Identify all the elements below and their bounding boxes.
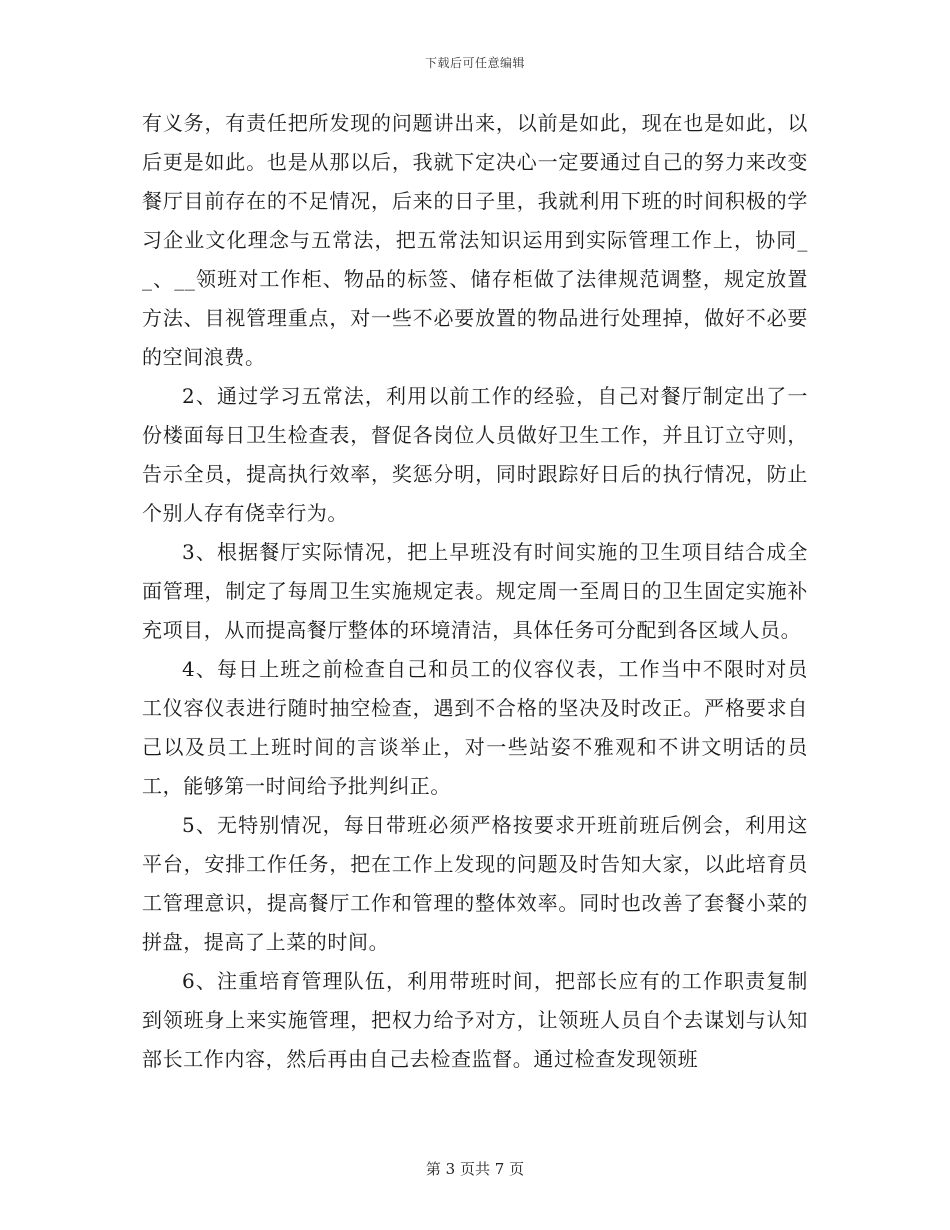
header-note: 下载后可任意编辑 [424, 56, 525, 70]
document-body [142, 104, 808, 1079]
page-number: 第 3 页共 7 页 [425, 1160, 525, 1178]
paragraph-item-4: 4、每日上班之前检查自己和员工的仪容仪表，工作当中不限时对员工仪容仪表进行随时抽空检查，遇到不合格的坚决及时改正。严格要求自己以及员工上班时间的言谈举止，对一些站姿不雅观和不讲文明话的员工，能够第一时间给予批判纠正。 [142, 657, 808, 798]
paragraph-item-5: 5、无特别情况，每日带班必须严格按要求开班前班后例会，利用这平台，安排工作任务，把在工作上发现的问题及时告知大家，以此培育员工管理意识，提高餐厅工作和管理的整体效率。同时也改善了套餐小菜的拼盘，提高了上菜的时间。 [142, 813, 808, 954]
paragraph-item-2: 2、通过学习五常法，利用以前工作的经验，自己对餐厅制定出了一份楼面每日卫生检查表，督促各岗位人员做好卫生工作，并且订立守则，告示全员，提高执行效率，奖惩分明，同时跟踪好日后的执行情况，防止个别人存有侥幸行为。 [142, 384, 808, 525]
paragraph-item-3: 3、根据餐厅实际情况，把上早班没有时间实施的卫生项目结合成全面管理，制定了每周卫生实施规定表。规定周一至周日的卫生固定实施补充项目，从而提高餐厅整体的环境清洁，具体任务可分配到各区域人员。 [142, 540, 808, 642]
paragraph-continuation: 有义务，有责任把所发现的问题讲出来，以前是如此，现在也是如此，以后更是如此。也是从那以后，我就下定决心一定要通过自己的努力来改变餐厅目前存在的不足情况，后来的日子里，我就利用下班的时间积极的学习企业文化理念与五常法，把五常法知识运用到实际管理工作上，协同__、__领班对工作柜、物品的标签、储存柜做了法律规范调整，规定放置方法、目视管理重点，对一些不必要放置的物品进行处理掉，做好不必要的空间浪费。 [142, 111, 808, 369]
paragraph-item-6: 6、注重培育管理队伍，利用带班时间，把部长应有的工作职责复制到领班身上来实施管理，把权力给予对方，让领班人员自个去谋划与认知部长工作内容，然后再由自己去检查监督。通过检查发现领班 [142, 969, 808, 1071]
